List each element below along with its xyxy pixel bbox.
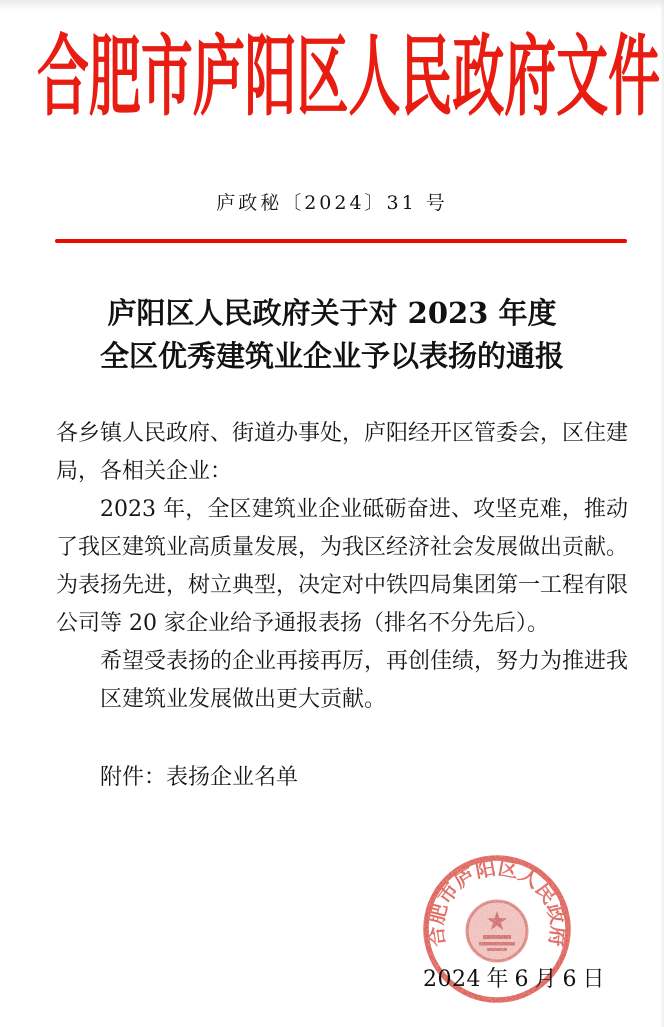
- national-emblem: [467, 901, 527, 961]
- attachment-label: 附件：表扬企业名单: [100, 765, 299, 790]
- issue-date: 2024 年 6 月 6 日: [423, 967, 605, 992]
- body-paragraph-1: 2023 年，全区建筑业企业砥砺奋进、攻坚克难，推动了我区建筑业高质量发展，为我区经济社会发展做出贡献。为表扬先进，树立典型，决定对中铁四局集团第一工程有限公司等 20 家企业给予通报表扬（排名不分先后）。: [56, 497, 629, 636]
- document-body: [56, 415, 628, 797]
- red-separator-line: [55, 239, 627, 243]
- document-title-line1: 庐阳区人民政府关于对 2023 年度: [107, 296, 557, 330]
- red-letterhead-title: 合肥市庐阳区人民政府文件: [37, 24, 661, 128]
- salutation: 各乡镇人民政府、街道办事处，庐阳经开区管委会，区住建局，各相关企业：: [56, 421, 629, 484]
- body-paragraph-2: 希望受表扬的企业再接再厉，再创佳绩，努力为推进我区建筑业发展做出更大贡献。: [100, 649, 629, 712]
- seal-arc-text: 合肥市庐阳区人民政府: [425, 857, 569, 948]
- document-title-line2: 全区优秀建筑业企业予以表扬的通报: [99, 339, 564, 373]
- document-number: 庐政秘〔2024〕31 号: [216, 192, 448, 214]
- scan-right-edge: [660, 0, 664, 1027]
- document-title: [0, 292, 664, 378]
- scan-top-edge: [0, 0, 664, 10]
